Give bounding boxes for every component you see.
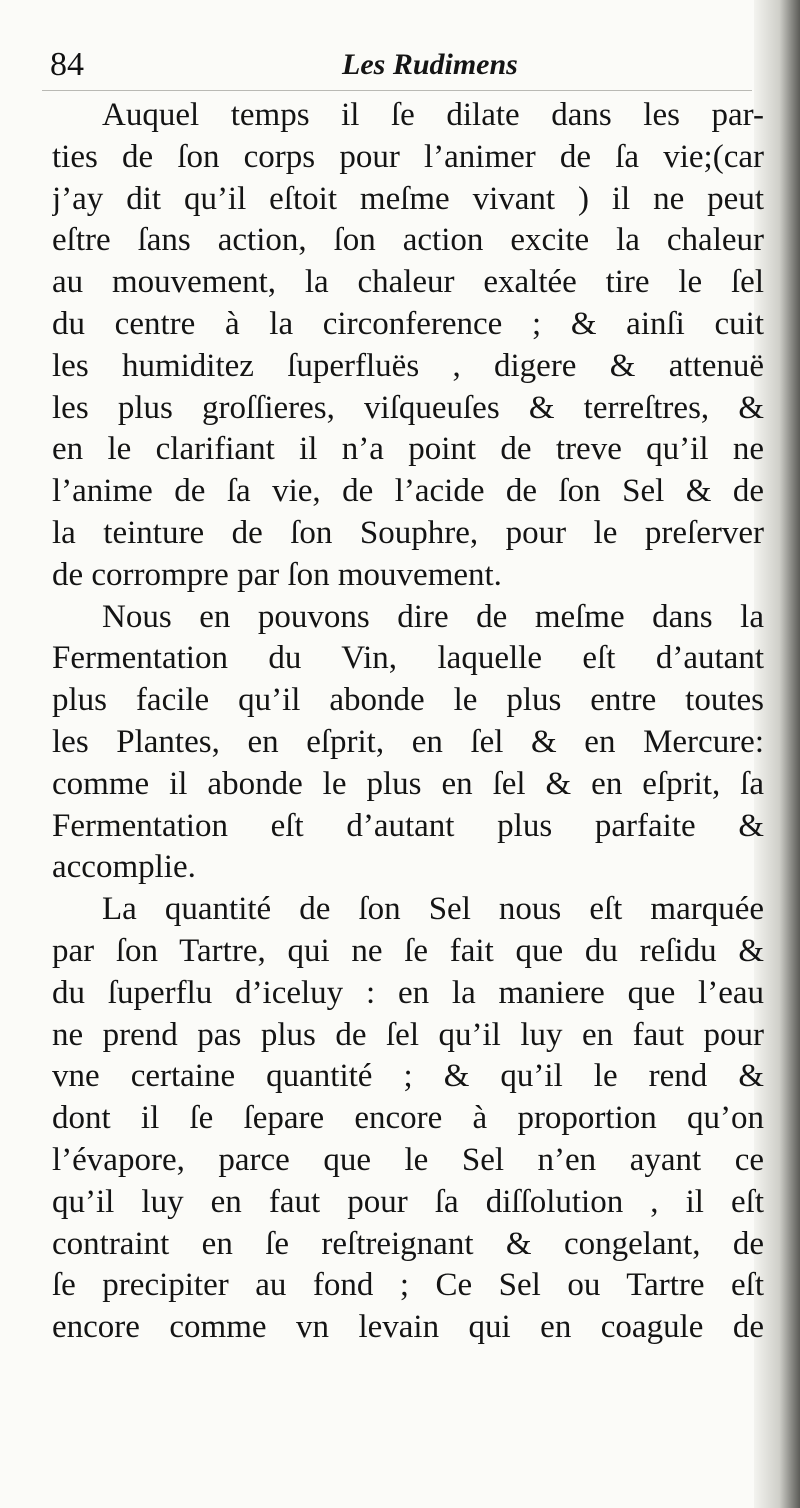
text-line: Auquel temps il ſe dilate dans les par- bbox=[102, 97, 764, 133]
text-line: du ſuperflu d’iceluy : en la maniere que l’eau bbox=[52, 974, 764, 1011]
page-header bbox=[42, 42, 752, 91]
text-line: j’ay dit qu’il eſtoit meſme vivant ) il ne peut bbox=[52, 180, 764, 217]
running-head: Les Rudimens bbox=[342, 48, 518, 81]
text-line: les Plantes, en eſprit, en ſel & en Mercure: bbox=[52, 723, 764, 760]
text-line: Fermentation eſt d’autant plus parfaite & bbox=[52, 807, 764, 844]
text-line: de corrompre par ſon mouvement. bbox=[52, 556, 502, 593]
text-line: vne certaine quantité ; & qu’il le rend & bbox=[52, 1058, 764, 1095]
text-line: La quantité de ſon Sel nous eſt marquée bbox=[102, 891, 764, 928]
text-line: eſtre ſans action, ſon action excite la chaleur bbox=[52, 222, 764, 259]
text-line: du centre à la circonference ; & ainſi cuit bbox=[52, 305, 764, 342]
text-line: contraint en ſe reſtreignant & congelant, de bbox=[52, 1225, 764, 1262]
text-line: Fermentation du Vin, laquelle eſt d’autant bbox=[52, 640, 764, 677]
text-line: qu’il luy en faut pour ſa diſſolution , il eſt bbox=[52, 1183, 764, 1220]
text-line: les plus groſſieres, viſqueuſes & terreſtres, & bbox=[52, 389, 764, 426]
text-line: par ſon Tartre, qui ne ſe fait que du reſidu & bbox=[52, 932, 764, 969]
text-line: dont il ſe ſepare encore à proportion qu’on bbox=[52, 1100, 764, 1137]
text-line: l’anime de ſa vie, de l’acide de ſon Sel & de bbox=[52, 473, 764, 510]
text-line: ties de ſon corps pour l’animer de ſa vie;(car bbox=[52, 138, 764, 175]
text-line: accomplie. bbox=[52, 849, 196, 886]
text-line: l’évapore, parce que le Sel n’en ayant ce bbox=[52, 1141, 764, 1178]
text-line: en le clarifiant il n’a point de treve qu’il ne bbox=[52, 431, 764, 468]
text-line: la teinture de ſon Souphre, pour le preſerver bbox=[52, 514, 764, 551]
text-line: comme il abonde le plus en ſel & en eſprit, ſa bbox=[52, 765, 764, 802]
text-line: ne prend pas plus de ſel qu’il luy en faut pour bbox=[52, 1016, 764, 1053]
text-line: les humiditez ſuperfluës , digere & attenuë bbox=[52, 347, 764, 384]
text-line: au mouvement, la chaleur exaltée tire le ſel bbox=[52, 264, 764, 301]
text-line: plus facile qu’il abonde le plus entre toutes bbox=[52, 682, 764, 719]
text-line: Nous en pouvons dire de meſme dans la bbox=[102, 598, 764, 635]
text-line: encore comme vn levain qui en coagule de bbox=[52, 1309, 764, 1346]
page-number: 84 bbox=[50, 46, 84, 83]
body-text bbox=[52, 95, 764, 1349]
text-line: ſe precipiter au fond ; Ce Sel ou Tartre eſt bbox=[52, 1267, 764, 1304]
